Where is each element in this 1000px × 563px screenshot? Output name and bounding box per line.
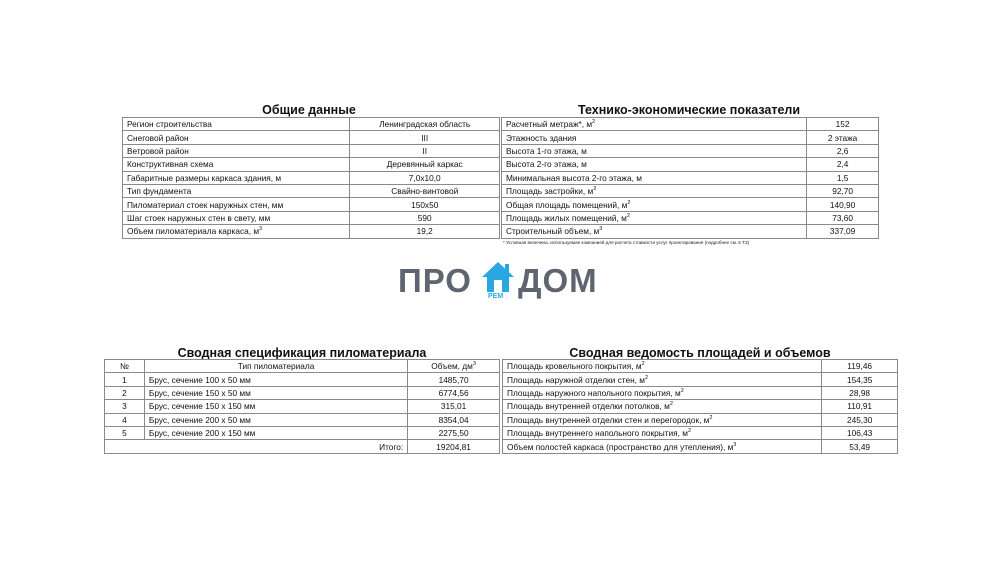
table-row	[123, 118, 500, 131]
row-label: Общая площадь помещений, $м^2$	[502, 198, 807, 211]
row-value: 150x50	[350, 198, 500, 211]
row-label: Расчетный метраж*, $м^2$	[502, 118, 807, 131]
row-type: Брус, сечение 200 x 150 мм	[144, 426, 407, 439]
table-row	[123, 198, 500, 211]
row-value: 92,70	[807, 184, 879, 197]
row-label: Объем полостей каркаса (пространство для утепления), $м^3$	[503, 440, 822, 453]
row-label: Высота 1-го этажа, м	[502, 144, 807, 157]
row-value: 1,5	[807, 171, 879, 184]
row-label: Объем пиломатериала каркаса, $м^3$	[123, 225, 350, 238]
row-label: Высота 2-го этажа, м	[502, 158, 807, 171]
table-row	[123, 144, 500, 157]
row-value: 73,60	[807, 211, 879, 224]
prodom-logo	[398, 260, 602, 304]
row-value: 2,4	[807, 158, 879, 171]
row-num: 4	[105, 413, 145, 426]
table-row	[503, 373, 898, 386]
row-value: 53,49	[822, 440, 898, 453]
table-row	[105, 400, 500, 413]
logo-sub-text: РЕМ	[488, 293, 504, 300]
table-row	[503, 386, 898, 399]
tech-indicators-title: Технико-экономические показатели	[577, 103, 801, 117]
row-value: Свайно-винтовой	[350, 184, 500, 197]
table-row	[502, 198, 879, 211]
lumber-spec-title: Сводная спецификация пиломатериала	[177, 346, 427, 360]
header-volume: Объем, $дм^3$	[408, 360, 500, 373]
table-header-row	[105, 360, 500, 373]
row-label: Площадь внутреннего напольного покрытия, $м^2$	[503, 426, 822, 439]
row-label: Площадь наружного напольного покрытия, $м^2$	[503, 386, 822, 399]
row-label: Площадь внутренней отделки стен и перегородок, $м^2$	[503, 413, 822, 426]
row-value: 19,2	[350, 225, 500, 238]
tech-footnote: * Условная величина, используемая компанией для расчета стоимости услуг проектирования (подробнее см. в ТЗ)	[503, 240, 750, 245]
row-label: Тип фундамента	[123, 184, 350, 197]
table-row	[123, 225, 500, 238]
row-type: Брус, сечение 200 x 50 мм	[144, 413, 407, 426]
total-value: 19204,81	[408, 440, 500, 453]
row-type: Брус, сечение 100 x 50 мм	[144, 373, 407, 386]
row-value: 590	[350, 211, 500, 224]
areas-summary-title: Сводная ведомость площадей и объемов	[569, 346, 831, 360]
header-num: №	[105, 360, 145, 373]
table-row	[105, 373, 500, 386]
row-label: Шаг стоек наружных стен в свету, мм	[123, 211, 350, 224]
row-num: 2	[105, 386, 145, 399]
logo-text-left: ПРО	[398, 262, 472, 299]
general-data-table	[122, 117, 500, 239]
table-row	[123, 158, 500, 171]
row-label: Площадь жилых помещений, $м^2$	[502, 211, 807, 224]
row-label: Площадь внутренней отделки потолков, $м^2$	[503, 400, 822, 413]
row-num: 5	[105, 426, 145, 439]
row-value: 245,30	[822, 413, 898, 426]
row-volume: 8354,04	[408, 413, 500, 426]
table-row	[503, 413, 898, 426]
row-label: Снеговой район	[123, 131, 350, 144]
row-value: 106,43	[822, 426, 898, 439]
row-value: 337,09	[807, 225, 879, 238]
row-value: Деревянный каркас	[350, 158, 500, 171]
table-row	[502, 171, 879, 184]
row-value: 119,46	[822, 360, 898, 373]
table-row	[503, 360, 898, 373]
row-label: Ветровой район	[123, 144, 350, 157]
row-num: 3	[105, 400, 145, 413]
table-row	[105, 426, 500, 439]
row-type: Брус, сечение 150 x 150 мм	[144, 400, 407, 413]
tech-indicators-table	[501, 117, 879, 239]
row-label: Площадь кровельного покрытия, $м^2$	[503, 360, 822, 373]
table-row	[123, 131, 500, 144]
row-label: Габаритные размеры каркаса здания, м	[123, 171, 350, 184]
lumber-spec-table	[104, 359, 500, 454]
row-value: III	[350, 131, 500, 144]
row-value: 140,90	[807, 198, 879, 211]
row-label: Конструктивная схема	[123, 158, 350, 171]
table-row	[105, 413, 500, 426]
table-row	[502, 144, 879, 157]
row-label: Строительный объем, $м^3$	[502, 225, 807, 238]
row-value: 28,98	[822, 386, 898, 399]
row-volume: 315,01	[408, 400, 500, 413]
row-volume: 6774,56	[408, 386, 500, 399]
row-value: 154,35	[822, 373, 898, 386]
table-row	[503, 426, 898, 439]
row-label: Площадь застройки, $м^2$	[502, 184, 807, 197]
table-row	[502, 184, 879, 197]
table-row	[502, 225, 879, 238]
row-value: 2,6	[807, 144, 879, 157]
header-type: Тип пиломатериала	[144, 360, 407, 373]
total-row	[105, 440, 500, 453]
table-row	[123, 184, 500, 197]
row-label: Минимальная высота 2-го этажа, м	[502, 171, 807, 184]
row-value: II	[350, 144, 500, 157]
table-row	[123, 171, 500, 184]
logo-text-right: ДОМ	[518, 262, 598, 299]
table-row	[502, 131, 879, 144]
row-value: 110,91	[822, 400, 898, 413]
table-row	[123, 211, 500, 224]
areas-summary-table	[502, 359, 898, 454]
table-row	[502, 118, 879, 131]
table-row	[502, 158, 879, 171]
house-icon	[481, 260, 515, 296]
total-label: Итого:	[144, 440, 407, 453]
row-label: Регион строительства	[123, 118, 350, 131]
table-row	[503, 400, 898, 413]
row-volume: 2275,50	[408, 426, 500, 439]
row-value: Ленинградская область	[350, 118, 500, 131]
row-label: Площадь наружной отделки стен, $м^2$	[503, 373, 822, 386]
row-num: 1	[105, 373, 145, 386]
row-value: 2 этажа	[807, 131, 879, 144]
row-label: Этажность здания	[502, 131, 807, 144]
table-row	[502, 211, 879, 224]
row-value: 7,0x10,0	[350, 171, 500, 184]
row-label: Пиломатериал стоек наружных стен, мм	[123, 198, 350, 211]
row-volume: 1485,70	[408, 373, 500, 386]
row-type: Брус, сечение 150 x 50 мм	[144, 386, 407, 399]
general-data-title: Общие данные	[262, 103, 356, 117]
table-row	[105, 386, 500, 399]
table-row	[503, 440, 898, 453]
row-value: 152	[807, 118, 879, 131]
